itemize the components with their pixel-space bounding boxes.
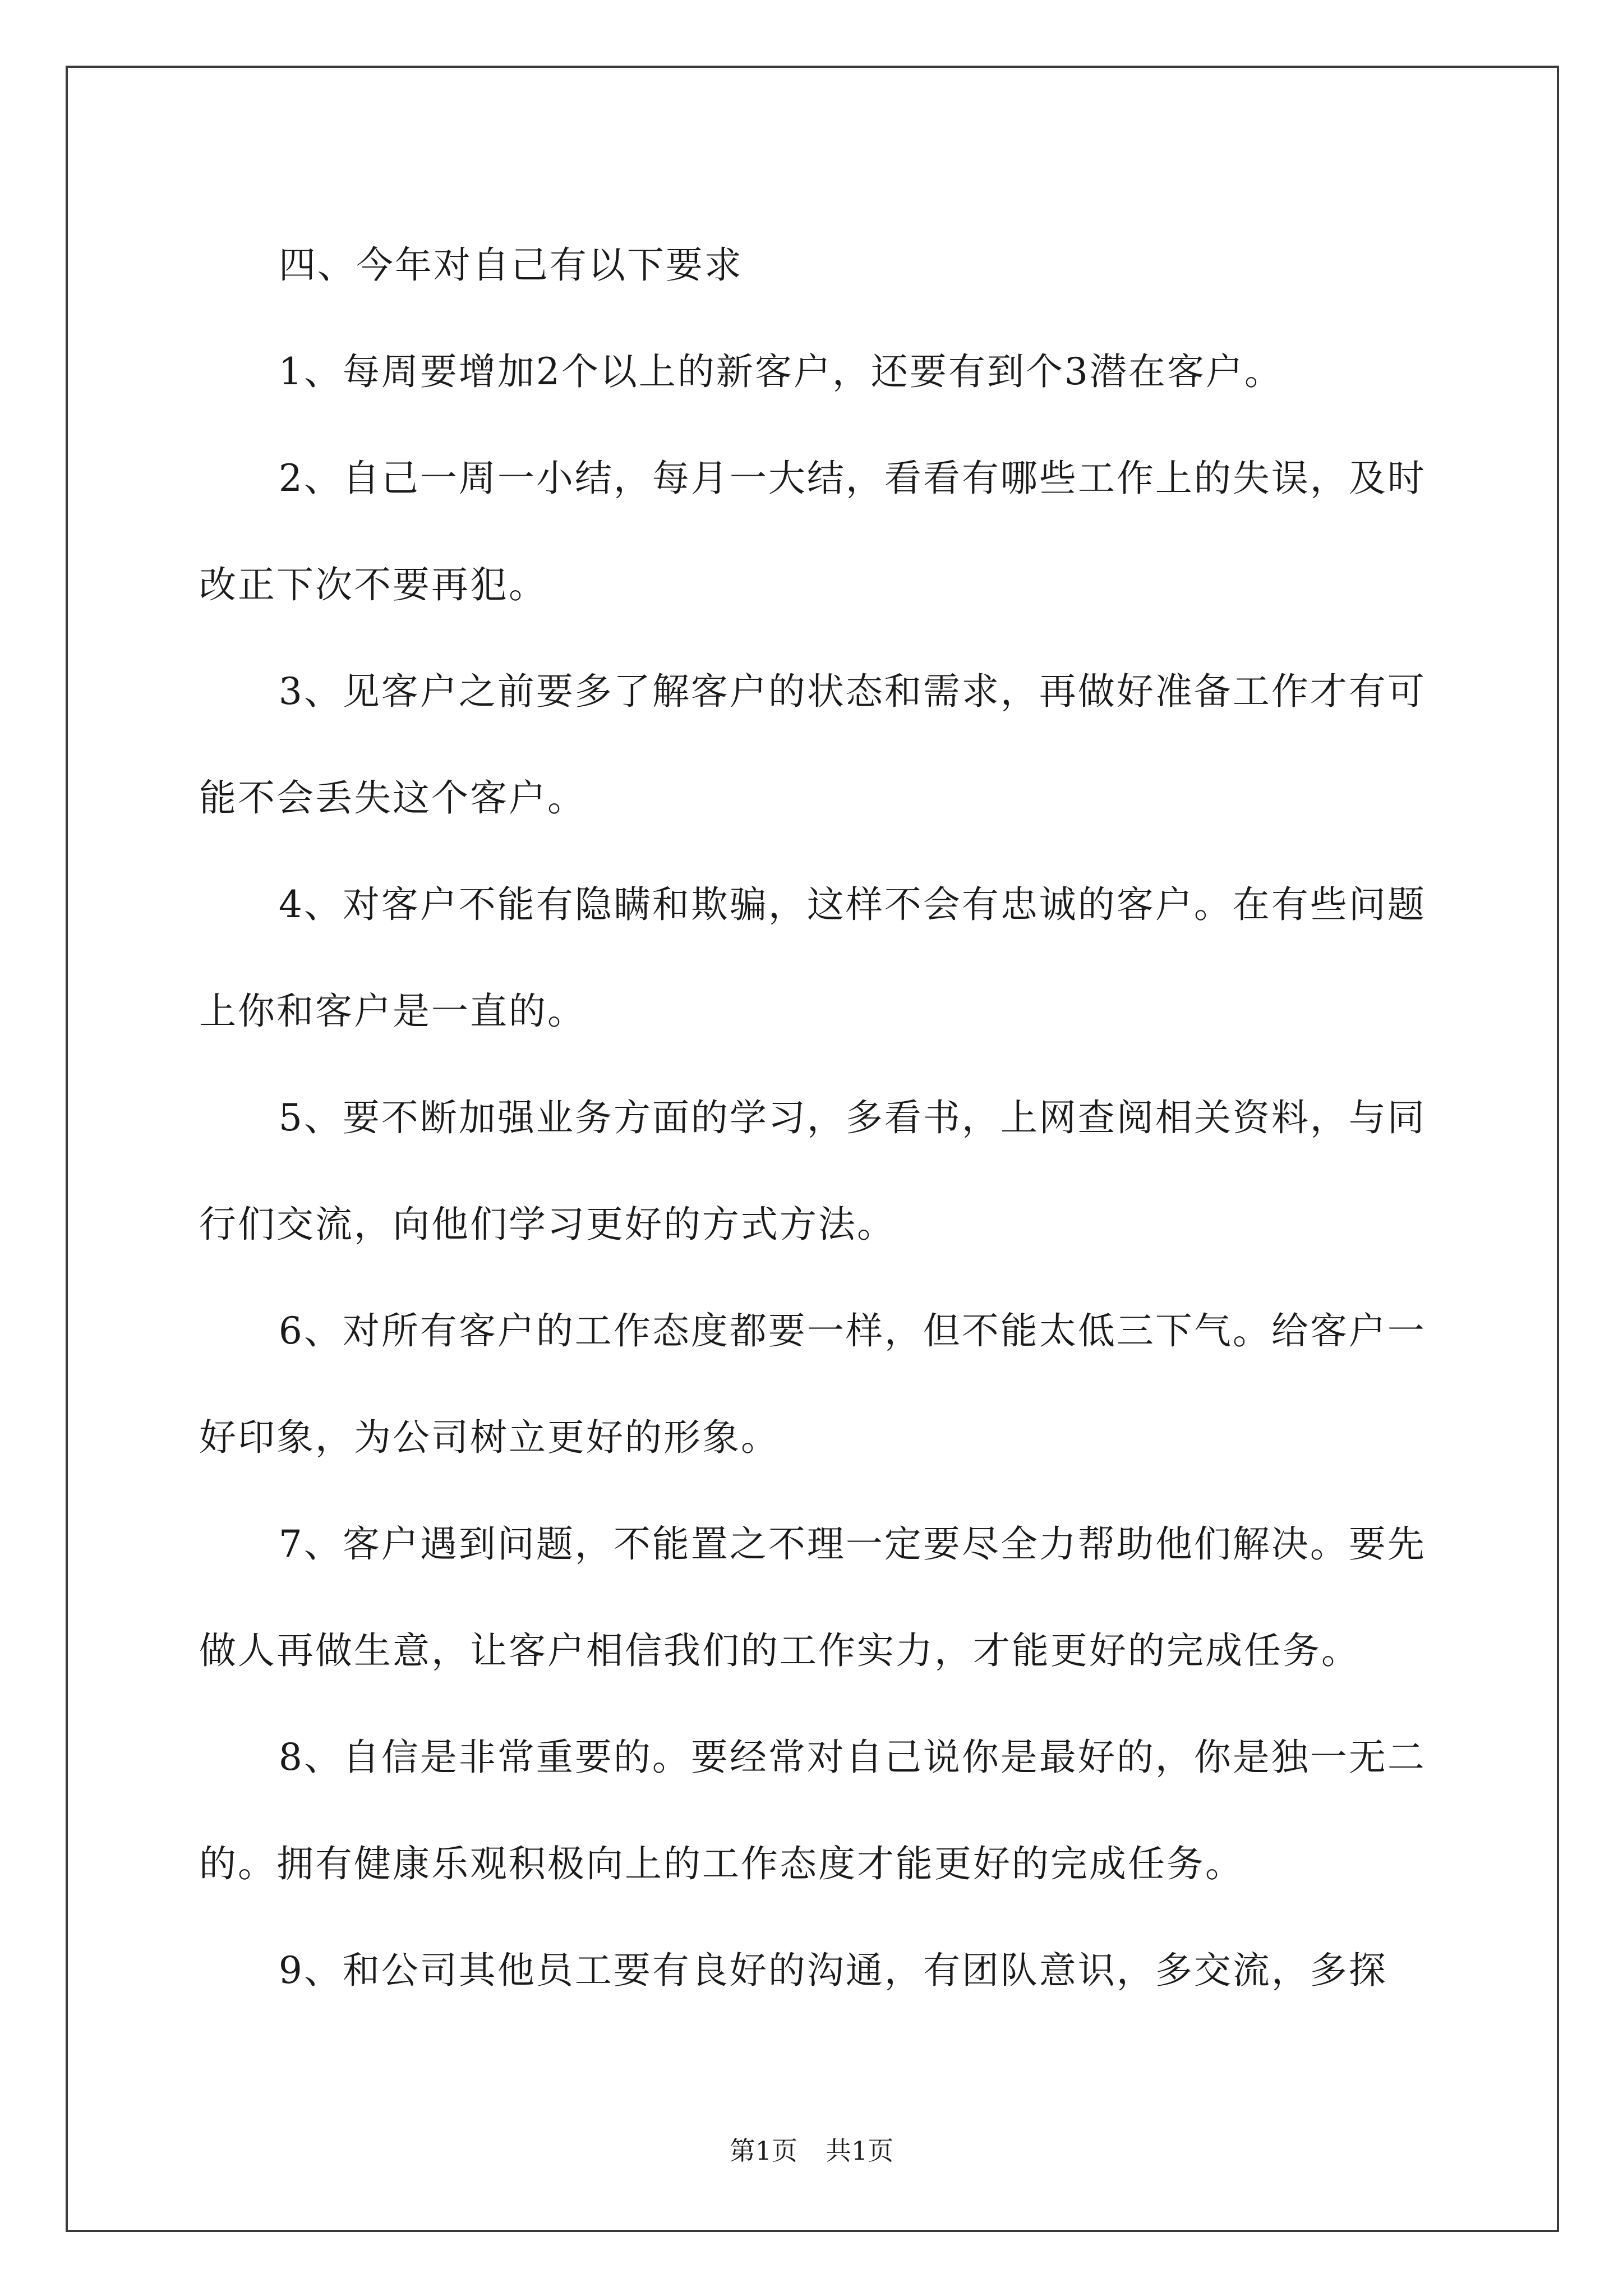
list-item-5: 5、要不断加强业务方面的学习，多看书，上网查阅相关资料，与同行们交流，向他们学习更好的方式方法。 bbox=[199, 1096, 1426, 1246]
document-body bbox=[199, 212, 1441, 2024]
list-item-2: 2、自己一周一小结，每月一大结，看看有哪些工作上的失误，及时改正下次不要再犯。 bbox=[199, 457, 1426, 606]
list-item-4: 4、对客户不能有隐瞒和欺骗，这样不会有忠诚的客户。在有些问题上你和客户是一直的。 bbox=[199, 883, 1426, 1033]
list-item-6: 6、对所有客户的工作态度都要一样，但不能太低三下气。给客户一好印象，为公司树立更好的形象。 bbox=[199, 1309, 1426, 1459]
list-item-1: 1、每周要增加2个以上的新客户，还要有到个3潜在客户。 bbox=[278, 350, 1283, 393]
section-heading: 四、今年对自己有以下要求 bbox=[278, 243, 743, 287]
page-total: 共1页 bbox=[826, 2136, 894, 2166]
list-item-7: 7、客户遇到问题，不能置之不理一定要尽全力帮助他们解决。要先做人再做生意，让客户相信我们的工作实力，才能更好的完成任务。 bbox=[199, 1522, 1426, 1672]
list-item-3: 3、见客户之前要多了解客户的状态和需求，再做好准备工作才有可能不会丢失这个客户。 bbox=[199, 670, 1426, 820]
list-item-8: 8、自信是非常重要的。要经常对自己说你是最好的，你是独一无二的。拥有健康乐观积极向上的工作态度才能更好的完成任务。 bbox=[199, 1736, 1426, 1885]
list-item-9: 9、和公司其他员工要有良好的沟通，有团队意识，多交流，多探 bbox=[278, 1949, 1387, 1992]
page-number: 第1页 bbox=[729, 2136, 797, 2166]
page-footer bbox=[0, 2131, 1623, 2168]
